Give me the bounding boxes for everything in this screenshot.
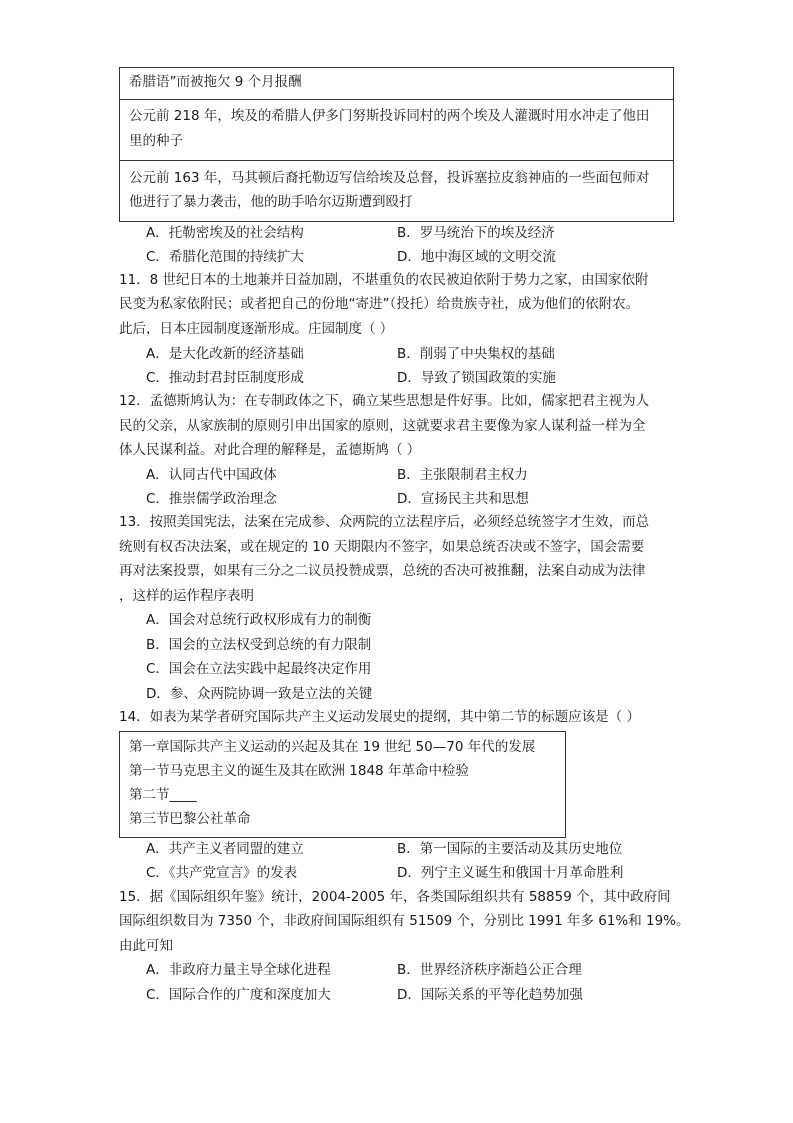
q14-option-a: A．共产主义者同盟的建立 (146, 841, 304, 857)
q14-option-d: D．列宁主义诞生和俄国十月革命胜利 (397, 865, 624, 881)
q10-option-d: D．地中海区域的文明交流 (397, 249, 556, 265)
q15-option-c: C．国际合作的广度和深度加大 (146, 987, 331, 1003)
q15-stem-line-3: 由此可知 (119, 938, 173, 954)
q11-stem-line-2: 民变为私家依附民；或者把自己的份地“寄进”（投托）给贵族寺社，成为他们的依附农。 (119, 296, 640, 312)
q13-option-b: B．国会的立法权受到总统的有力限制 (146, 637, 372, 653)
table-row-2-line-1: 公元前 218 年，埃及的希腊人伊多门努斯投诉同村的两个埃及人灌溉时用水冲走了他田 (129, 108, 650, 124)
q15-stem-line-2: 国际组织数目为 7350 个，非政府间国际组织有 51509 个，分别比 1991 年多 61%和 19%。 (119, 913, 690, 929)
table-divider (119, 160, 674, 161)
q13-stem-line-2: 统则有权否决法案，或在规定的 10 天期限内不签字，如果总统否决或不签字，国会需要 (119, 539, 645, 555)
q10-option-b: B．罗马统治下的埃及经济 (397, 225, 555, 241)
table-row-3-line-2: 他进行了暴力袭击，他的助手哈尔迈斯遭到殴打 (129, 194, 413, 210)
q13-option-a: A．国会对总统行政权形成有力的制衡 (146, 612, 372, 628)
q13-stem-line-3: 再对法案投票，如果有三分之二议员投赞成票，总统的否决可被推翻，法案自动成为法律 (119, 563, 646, 579)
table-row-3-line-1: 公元前 163 年，马其顿后裔托勒迈写信给埃及总督，投诉塞拉皮翁神庙的一些面包师对 (129, 170, 650, 186)
q15-option-a: A．非政府力量主导全球化进程 (146, 962, 331, 978)
q12-option-a: A．认同古代中国政体 (146, 467, 277, 483)
q13-stem-line-4: ，这样的运作程序表明 (119, 588, 254, 604)
q11-option-a: A．是大化改新的经济基础 (146, 346, 304, 362)
table-divider (119, 99, 674, 100)
q10-option-a: A．托勒密埃及的社会结构 (146, 225, 304, 241)
q14-option-b: B．第一国际的主要活动及其历史地位 (397, 841, 623, 857)
q11-option-d: D．导致了锁国政策的实施 (397, 370, 556, 386)
q11-option-b: B．削弱了中央集权的基础 (397, 346, 555, 362)
q14-stem: 14．如表为某学者研究国际共产主义运动发展史的提纲，其中第二节的标题应该是（ ） (119, 709, 640, 725)
q12-option-b: B．主张限制君主权力 (397, 467, 528, 483)
outline-line-1: 第一章国际共产主义运动的兴起及其在 19 世纪 50—70 年代的发展 (129, 739, 536, 755)
q13-option-c: C．国会在立法实践中起最终决定作用 (146, 661, 372, 677)
outline-line-3: 第二节____ (129, 787, 197, 803)
q11-stem-line-1: 11．8 世纪日本的土地兼并日益加剧，不堪重负的农民被迫依附于势力之家，由国家依附 (119, 272, 649, 288)
q13-option-d: D．参、众两院协调一致是立法的关键 (146, 686, 373, 702)
q15-option-d: D．国际关系的平等化趋势加强 (397, 987, 583, 1003)
q12-stem-line-3: 体人民谋利益。对此合理的解释是，孟德斯鸠（ ） (119, 442, 421, 458)
q12-stem-line-2: 民的父亲，从家族制的原则引申出国家的原则，这就要求君主要像为家人谋利益一样为全 (119, 418, 646, 434)
q15-option-b: B．世界经济秩序渐趋公正合理 (397, 962, 582, 978)
table-row-2-line-2: 里的种子 (129, 133, 183, 149)
q14-option-c: C．《共产党宣言》的发表 (146, 865, 298, 881)
q13-stem-line-1: 13．按照美国宪法，法案在完成参、众两院的立法程序后，必须经总统签字才生效，而总 (119, 514, 650, 530)
outline-line-2: 第一节马克思主义的诞生及其在欧洲 1848 年革命中检验 (129, 763, 469, 779)
q11-option-c: C．推动封君封臣制度形成 (146, 370, 304, 386)
q12-option-c: C．推崇儒学政治理念 (146, 491, 277, 507)
q12-option-d: D．宣扬民主共和思想 (397, 491, 529, 507)
table-row-1: 希腊语”而被拖欠 9 个月报酬 (129, 74, 302, 90)
q10-option-c: C．希腊化范围的持续扩大 (146, 249, 304, 265)
outline-line-4: 第三节巴黎公社革命 (129, 811, 251, 827)
q11-stem-line-3: 此后，日本庄园制度逐渐形成。庄园制度（ ） (119, 321, 394, 337)
q12-stem-line-1: 12．孟德斯鸠认为：在专制政体之下，确立某些思想是件好事。比如，儒家把君主视为人 (119, 393, 650, 409)
q15-stem-line-1: 15．据《国际组织年鉴》统计，2004-2005 年，各类国际组织共有 58859 个，其中政府间 (119, 889, 671, 905)
